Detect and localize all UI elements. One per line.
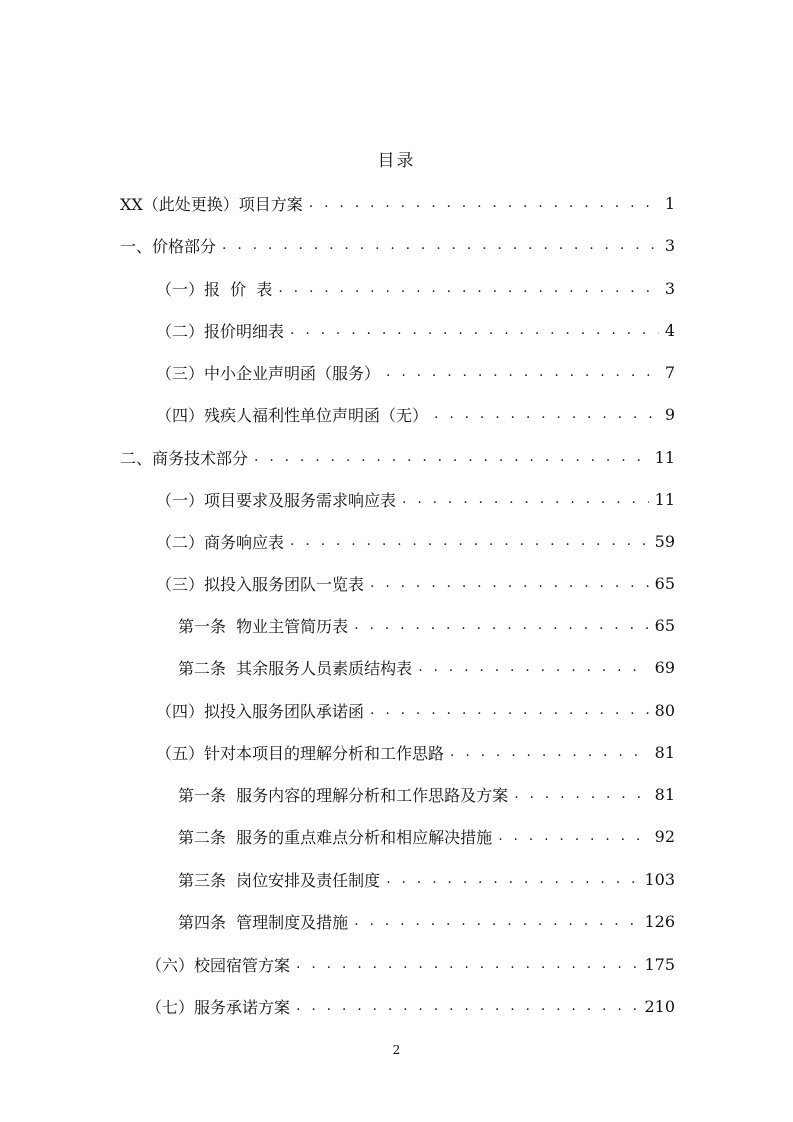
dot-leader [370,575,649,591]
dot-leader [296,956,638,972]
dot-leader [450,744,649,760]
toc-entry[interactable] [156,732,675,772]
dot-leader [222,237,659,253]
toc-entry[interactable] [120,225,675,265]
dot-leader [278,280,658,296]
dot-leader [296,998,638,1014]
dot-leader [309,195,659,211]
toc-entry[interactable] [146,986,675,1026]
dot-leader [254,449,649,465]
toc-entry[interactable] [156,690,675,730]
toc-entry-page: 3 [664,278,675,298]
toc-entry-page: 4 [664,320,675,340]
toc-entry-label: XX（此处更换）项目方案 [120,194,303,214]
dot-leader [434,406,659,422]
toc-entry-page: 11 [654,489,675,509]
toc-entry-label: 一、价格部分 [120,236,217,256]
toc-entry[interactable] [156,394,675,434]
toc-entry[interactable] [120,183,675,223]
toc-entry[interactable] [120,437,675,477]
toc-entry[interactable] [178,859,675,899]
toc-entry[interactable] [178,605,675,645]
toc-entry[interactable] [178,816,675,856]
dot-leader [402,491,649,507]
toc-entry-label: 第二条 服务的重点难点分析和相应解决措施 [178,827,493,847]
toc-entry[interactable] [156,479,675,519]
toc-entry-page: 1 [664,193,675,213]
toc-entry-page: 9 [664,404,675,424]
toc-title: 目录 [377,151,416,171]
toc-entry-page: 81 [654,742,675,762]
toc-entry-page: 3 [664,235,675,255]
dot-leader [386,871,638,887]
toc-entry[interactable] [178,647,675,687]
toc-entry-label: 第一条 服务内容的理解分析和工作思路及方案 [178,785,509,805]
toc-entry-page: 81 [654,784,675,804]
toc-entry-page: 65 [654,615,675,635]
toc-entry[interactable] [156,352,675,392]
toc-entry-label: （一）报 价 表 [156,279,273,299]
toc-entry-label: （七）服务承诺方案 [146,997,291,1017]
dot-leader [498,828,648,844]
toc-entry-page: 103 [644,869,675,889]
toc-entry-label: 第三条 岗位安排及责任制度 [178,870,381,890]
toc-entry[interactable] [156,268,675,308]
toc-entry-label: （四）残疾人福利性单位声明函（无） [156,405,429,425]
toc-entry-label: （三）中小企业声明函（服务） [156,363,381,383]
dot-leader [354,913,638,929]
toc-entry-page: 210 [644,996,675,1016]
page-number: 2 [392,1043,401,1057]
toc-entry-label: （一）项目要求及服务需求响应表 [156,490,397,510]
toc-entry-label: （二）商务响应表 [156,532,285,552]
toc-entry-page: 11 [654,447,675,467]
dot-leader [290,322,659,338]
dot-leader [290,533,649,549]
toc-entry-page: 92 [654,826,675,846]
dot-leader [386,364,659,380]
toc-entry[interactable] [156,310,675,350]
toc-entry-page: 59 [654,531,675,551]
toc-entry-label: （三）拟投入服务团队一览表 [156,574,365,594]
toc-entry-label: （五）针对本项目的理解分析和工作思路 [156,743,445,763]
toc-entry-label: 第一条 物业主管简历表 [178,616,349,636]
dot-leader [354,617,648,633]
toc-entry-page: 80 [654,700,675,720]
toc-entry-label: （六）校园宿管方案 [146,955,291,975]
toc-entry-page: 7 [664,362,675,382]
toc-entry-page: 69 [654,657,675,677]
toc-entry[interactable] [156,521,675,561]
toc-entry-page: 126 [644,911,675,931]
toc-entry-label: 第四条 管理制度及措施 [178,912,349,932]
toc-entry[interactable] [178,774,675,814]
toc-entry-page: 175 [644,954,675,974]
toc-entry-label: （四）拟投入服务团队承诺函 [156,701,365,721]
dot-leader [370,702,649,718]
dot-leader [418,659,648,675]
toc-entry[interactable] [156,563,675,603]
dot-leader [514,786,648,802]
toc-entry-label: 第二条 其余服务人员素质结构表 [178,658,413,678]
toc-entry-label: 二、商务技术部分 [120,448,249,468]
toc-entry-page: 65 [654,573,675,593]
toc-entry[interactable] [146,944,675,984]
toc-entry[interactable] [178,901,675,941]
toc-entry-label: （二）报价明细表 [156,321,285,341]
